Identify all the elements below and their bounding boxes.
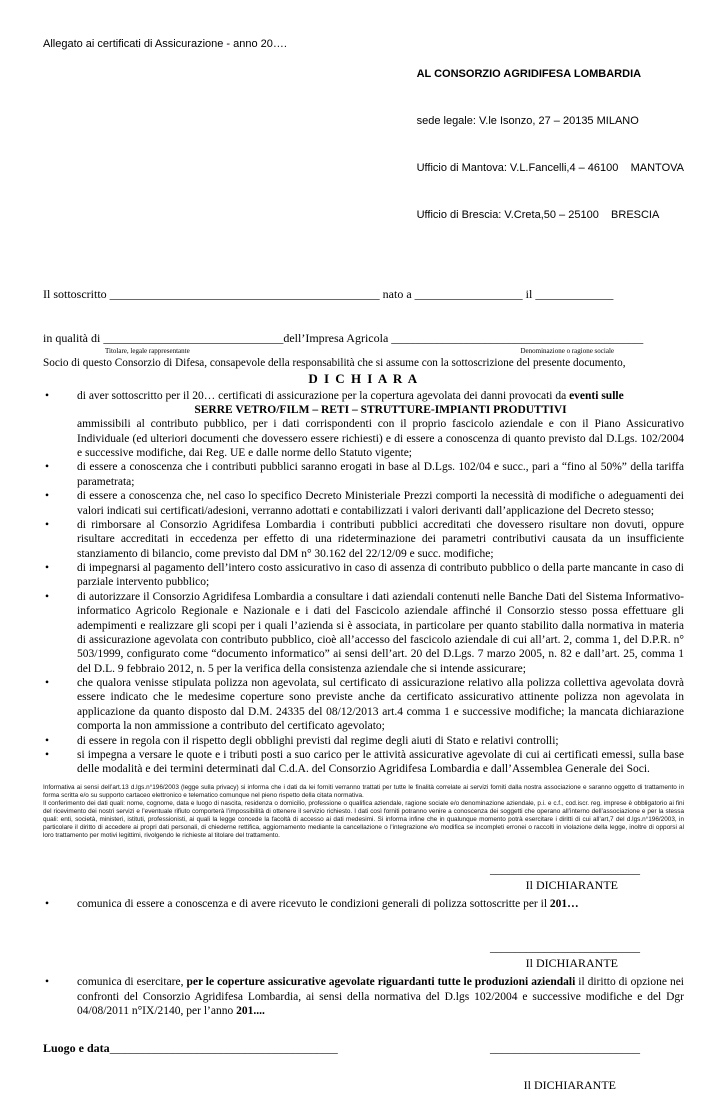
signature-block-2 (43, 940, 684, 971)
role-blank: ______________________________ (103, 330, 284, 345)
signature-line-2: _________________________ (490, 939, 640, 954)
communication-option-bullet (43, 975, 684, 1019)
text-run: comunica di esercitare, (77, 975, 187, 988)
bullet-marker: • (45, 461, 50, 474)
company-label: dell’Impresa Agricola (283, 330, 389, 345)
text-run: di impegnarsi al pagamento dell’intero costo assicurativo in caso di assenza di contributo pubblico o della parte mancante in caso di parziale intervento pubblico; (77, 562, 684, 589)
privacy-notice (43, 784, 684, 840)
declaration-bullet (43, 389, 684, 461)
company-name-blank: __________________________________________ (391, 330, 644, 345)
company-field-note: Denominazione o ragione sociale (520, 346, 614, 355)
text-run: 201.... (236, 1005, 265, 1018)
declarant-label-3: Il DICHIARANTE (523, 1077, 616, 1092)
place-date-row (43, 1041, 684, 1056)
text-run: per le coperture assicurative agevolate riguardanti tutte le produzioni aziendali (186, 975, 576, 988)
bullet-marker: • (45, 975, 50, 988)
bullet-marker: • (45, 734, 50, 747)
declaration-bullet (43, 590, 684, 676)
declaration-bullet (43, 676, 684, 734)
text-run: ammissibili al contributo pubblico, per i dati corrispondenti con il proprio fascicolo aziendale e con il Piano Assicurativo Individuale (ed ulteriori documenti che dovessero essere richiesti) e di essere a conoscenza di quanto previsto dal D.Lgs. 102/2004 e successive modifiche, dai Reg. UE e dalle norme dello Statuto vigente; (77, 418, 684, 460)
member-statement: Socio di questo Consorzio di Difesa, consapevole della responsabilità che si assume con la sottoscrizione del presente documento, (43, 356, 626, 369)
bullet-center-line: SERRE VETRO/FILM – RETI – STRUTTURE-IMPIANTI PRODUTTIVI (194, 403, 567, 416)
declaration-bullet (43, 518, 684, 561)
declaration-bullet (43, 748, 684, 777)
field-notes-row (43, 347, 684, 355)
declaration-bullet (43, 734, 684, 748)
born-at-label: nato a (382, 286, 412, 301)
declarant-label-2: Il DICHIARANTE (525, 955, 618, 970)
privacy-paragraph-2: Il conferimento dei dati quali: nome, cognome, data e luogo di nascita, residenza o domicilio, professione o qualifica aziendale, ragione sociale e/o denominazione aziendale, p.i. e c.f., cod.iscr. reg. imprese è obbligatorio ai fini del ricevimento dei nostri servizi e l’eventuale rifiuto comporterà l’impossibilità di ottenere il servizio richiesto. I dati così forniti potranno venire a conoscenza dei soggetti che operano all’interno dell’associazione e per la stessa quali: enti, società, ministeri, istituti, professionisti, ai quali la legge concede la facoltà di accesso ai dati medesimi. Si informa infine che in qualunque momento potrà esercitare i diritti di cui all’art,7 del d.lgs.n°196/2003, in particolare il diritto di accedere ai propri dati personali, di chiederne rettifica, aggiornamento mediante la cancellazione o l’integrazione e/o modifica se incompleti erronei o raccolti in violazione della legge, inoltre di opporsi al loro trattamento per motivi legittimi, rivolgendo le richieste al titolare del trattamento. (43, 799, 684, 840)
recipient-name: AL CONSORZIO AGRIDIFESA LOMBARDIA (416, 68, 642, 81)
bullet-marker: • (45, 898, 50, 911)
signature-block-1 (43, 862, 684, 893)
text-run: che qualora venisse stipulata polizza non agevolata, sul certificato di assicurazione relativo alla polizza collettiva agevolata dovrà essere indicato che le medesime coperture sono previste anche da certificato assicurativo attinente polizza non agevolata in applicazione da quanto disposto dal D.M. 24335 del 08/12/2013 art.4 comma 1 e successive modifiche; la mancata dichiarazione comporta la non ammissione a contributo del certificato agevolato; (77, 677, 684, 733)
born-on-label: il (525, 286, 533, 301)
place-date-field (43, 1041, 338, 1056)
role-line (43, 331, 684, 346)
role-label: in qualità di (43, 330, 101, 345)
place-date-label: Luogo e data (43, 1040, 110, 1055)
bullet-marker: • (45, 562, 50, 575)
text-run: di essere a conoscenza che i contributi pubblici saranno erogati in base al D.Lgs. 102/04 e succ., pari a “fino al 50%” della tariffa parametrata; (77, 461, 684, 488)
signature-line-3: _________________________ (490, 1040, 640, 1055)
recipient-office-mantova: Ufficio di Mantova: V.L.Fancelli,4 – 46100 MANTOVA (416, 161, 684, 174)
text-run: eventi sulle (569, 389, 624, 402)
text-run: comunica di essere a conoscenza e di avere ricevuto le condizioni generali di polizza sottoscritte per il (77, 898, 550, 911)
privacy-paragraph-1: Informativa ai sensi dell’art.13 d.lgs.n°196/2003 (legge sulla privacy) si informa che i dati da lei forniti verranno trattati per tutte le finalità correlate ai servizi forniti dalla nostra associazione e saranno oggetto di trattamento in forma scritta e/o su supporto cartaceo elettronico e telematico comunque nel pieno rispetto della citata normativa. (43, 783, 684, 799)
place-date-blank: ______________________________________ (109, 1040, 338, 1055)
text-run: il diritto di opzione nei confronti del Consorzio Agridifesa Lombardia, ai sensi della normativa del D.lgs 102/2004 e successive modifiche e del Dgr 04/08/2011 n°IX/2140, per l’anno (77, 975, 684, 1018)
text-run: di aver sottoscritto per il 20… certificati di assicurazione per la copertura agevolata dei danni provocati da (77, 389, 570, 402)
recipient-office-brescia: Ufficio di Brescia: V.Creta,50 – 25100 BRESCIA (416, 208, 660, 221)
text-run: di essere a conoscenza che, nel caso lo specifico Decreto Ministeriale Prezzi comporti la necessità di modifiche o adeguamenti dei valori indicati sui certificati/adesioni, verranno adottati e contabilizzati i valori derivanti dall’applicazione del Decreto stesso; (77, 490, 684, 517)
bullet-marker: • (45, 490, 50, 503)
bullet-marker: • (45, 590, 50, 603)
birthplace-blank: __________________ (414, 286, 523, 301)
signature-line-1: _________________________ (490, 862, 640, 877)
communication-conditions-bullet (43, 897, 684, 912)
text-run: di essere in regola con il rispetto degli obblighi previsti dal regime degli aiuti di Stato e relativi controlli; (77, 734, 559, 747)
declares-heading: D I C H I A R A (308, 370, 419, 386)
declaration-bullet (43, 489, 684, 518)
text-run: di rimborsare al Consorzio Agridifesa Lombardia i contributi pubblici accreditati che dovessero risultare non dovuti, oppure risultare accreditati in eccedenza per effetto di una rideterminazione dei parametri contributivi causata da un insufficiente stanziamento di bilancio, come previsto dal DM n° 30.162 del 22/12/09 e succ. modifiche; (77, 518, 684, 560)
bullet-marker: • (45, 518, 50, 531)
declaration-bullet (43, 460, 684, 489)
text-run: di autorizzare il Consorzio Agridifesa Lombardia a consultare i dati aziendali contenuti nelle Banche Dati del Sistema Informativo-informatico Agricolo Regionale e Nazionale e i dati del Fascicolo aziendale affinché il Consorzio stesso possa effettuare gli adempimenti e realizzare gli scopi per i quali l’azienda si è associata, in particolare per quanto stabilito dalla normativa in materia di assicurazione agevolata con contributo pubblico, cioè all’accesso del fascicolo aziendale di cui all’art. 2, comma 1, del D.P.R. n° 503/1999, configurato come “documento informatico” ai sensi dell’art. 20 del D.Lgs. 7 marzo 2005, n. 82 e dall’art. 25, comma 1 del D.L. 9 febbraio 2012, n. 5 per la verifica della consistenza aziendale che si intende assicurare; (77, 590, 684, 675)
subscriber-label: Il sottoscritto (43, 286, 107, 301)
bullet-marker: • (45, 748, 50, 761)
bullet-marker: • (45, 677, 50, 690)
bullet-marker: • (45, 389, 50, 402)
attachment-title: Allegato ai certificati di Assicurazione - anno 20…. (43, 38, 287, 50)
text-run: 201… (549, 898, 579, 911)
recipient-block (417, 36, 684, 255)
document-header (43, 36, 684, 255)
text-run: si impegna a versare le quote e i tributi posti a suo carico per le attività assicurative agevolate di cui ai certificati emessi, sulla base delle modalità e dei termini determinati dal C.d.A. del Consorzio Agridifesa Lombardia e dall’Assemblea Generale dei Soci. (77, 748, 684, 776)
declaration-list (43, 389, 684, 777)
recipient-legal-seat: sede legale: V.le Isonzo, 27 – 20135 MILANO (416, 115, 639, 128)
role-field-note: Titolare, legale rappresentante (105, 346, 190, 355)
declarant-label-1: Il DICHIARANTE (525, 878, 618, 893)
birthdate-blank: _____________ (535, 286, 614, 301)
subscriber-name-blank: _____________________________________________ (109, 286, 380, 301)
declaration-bullet (43, 561, 684, 590)
subscriber-line (43, 287, 684, 302)
